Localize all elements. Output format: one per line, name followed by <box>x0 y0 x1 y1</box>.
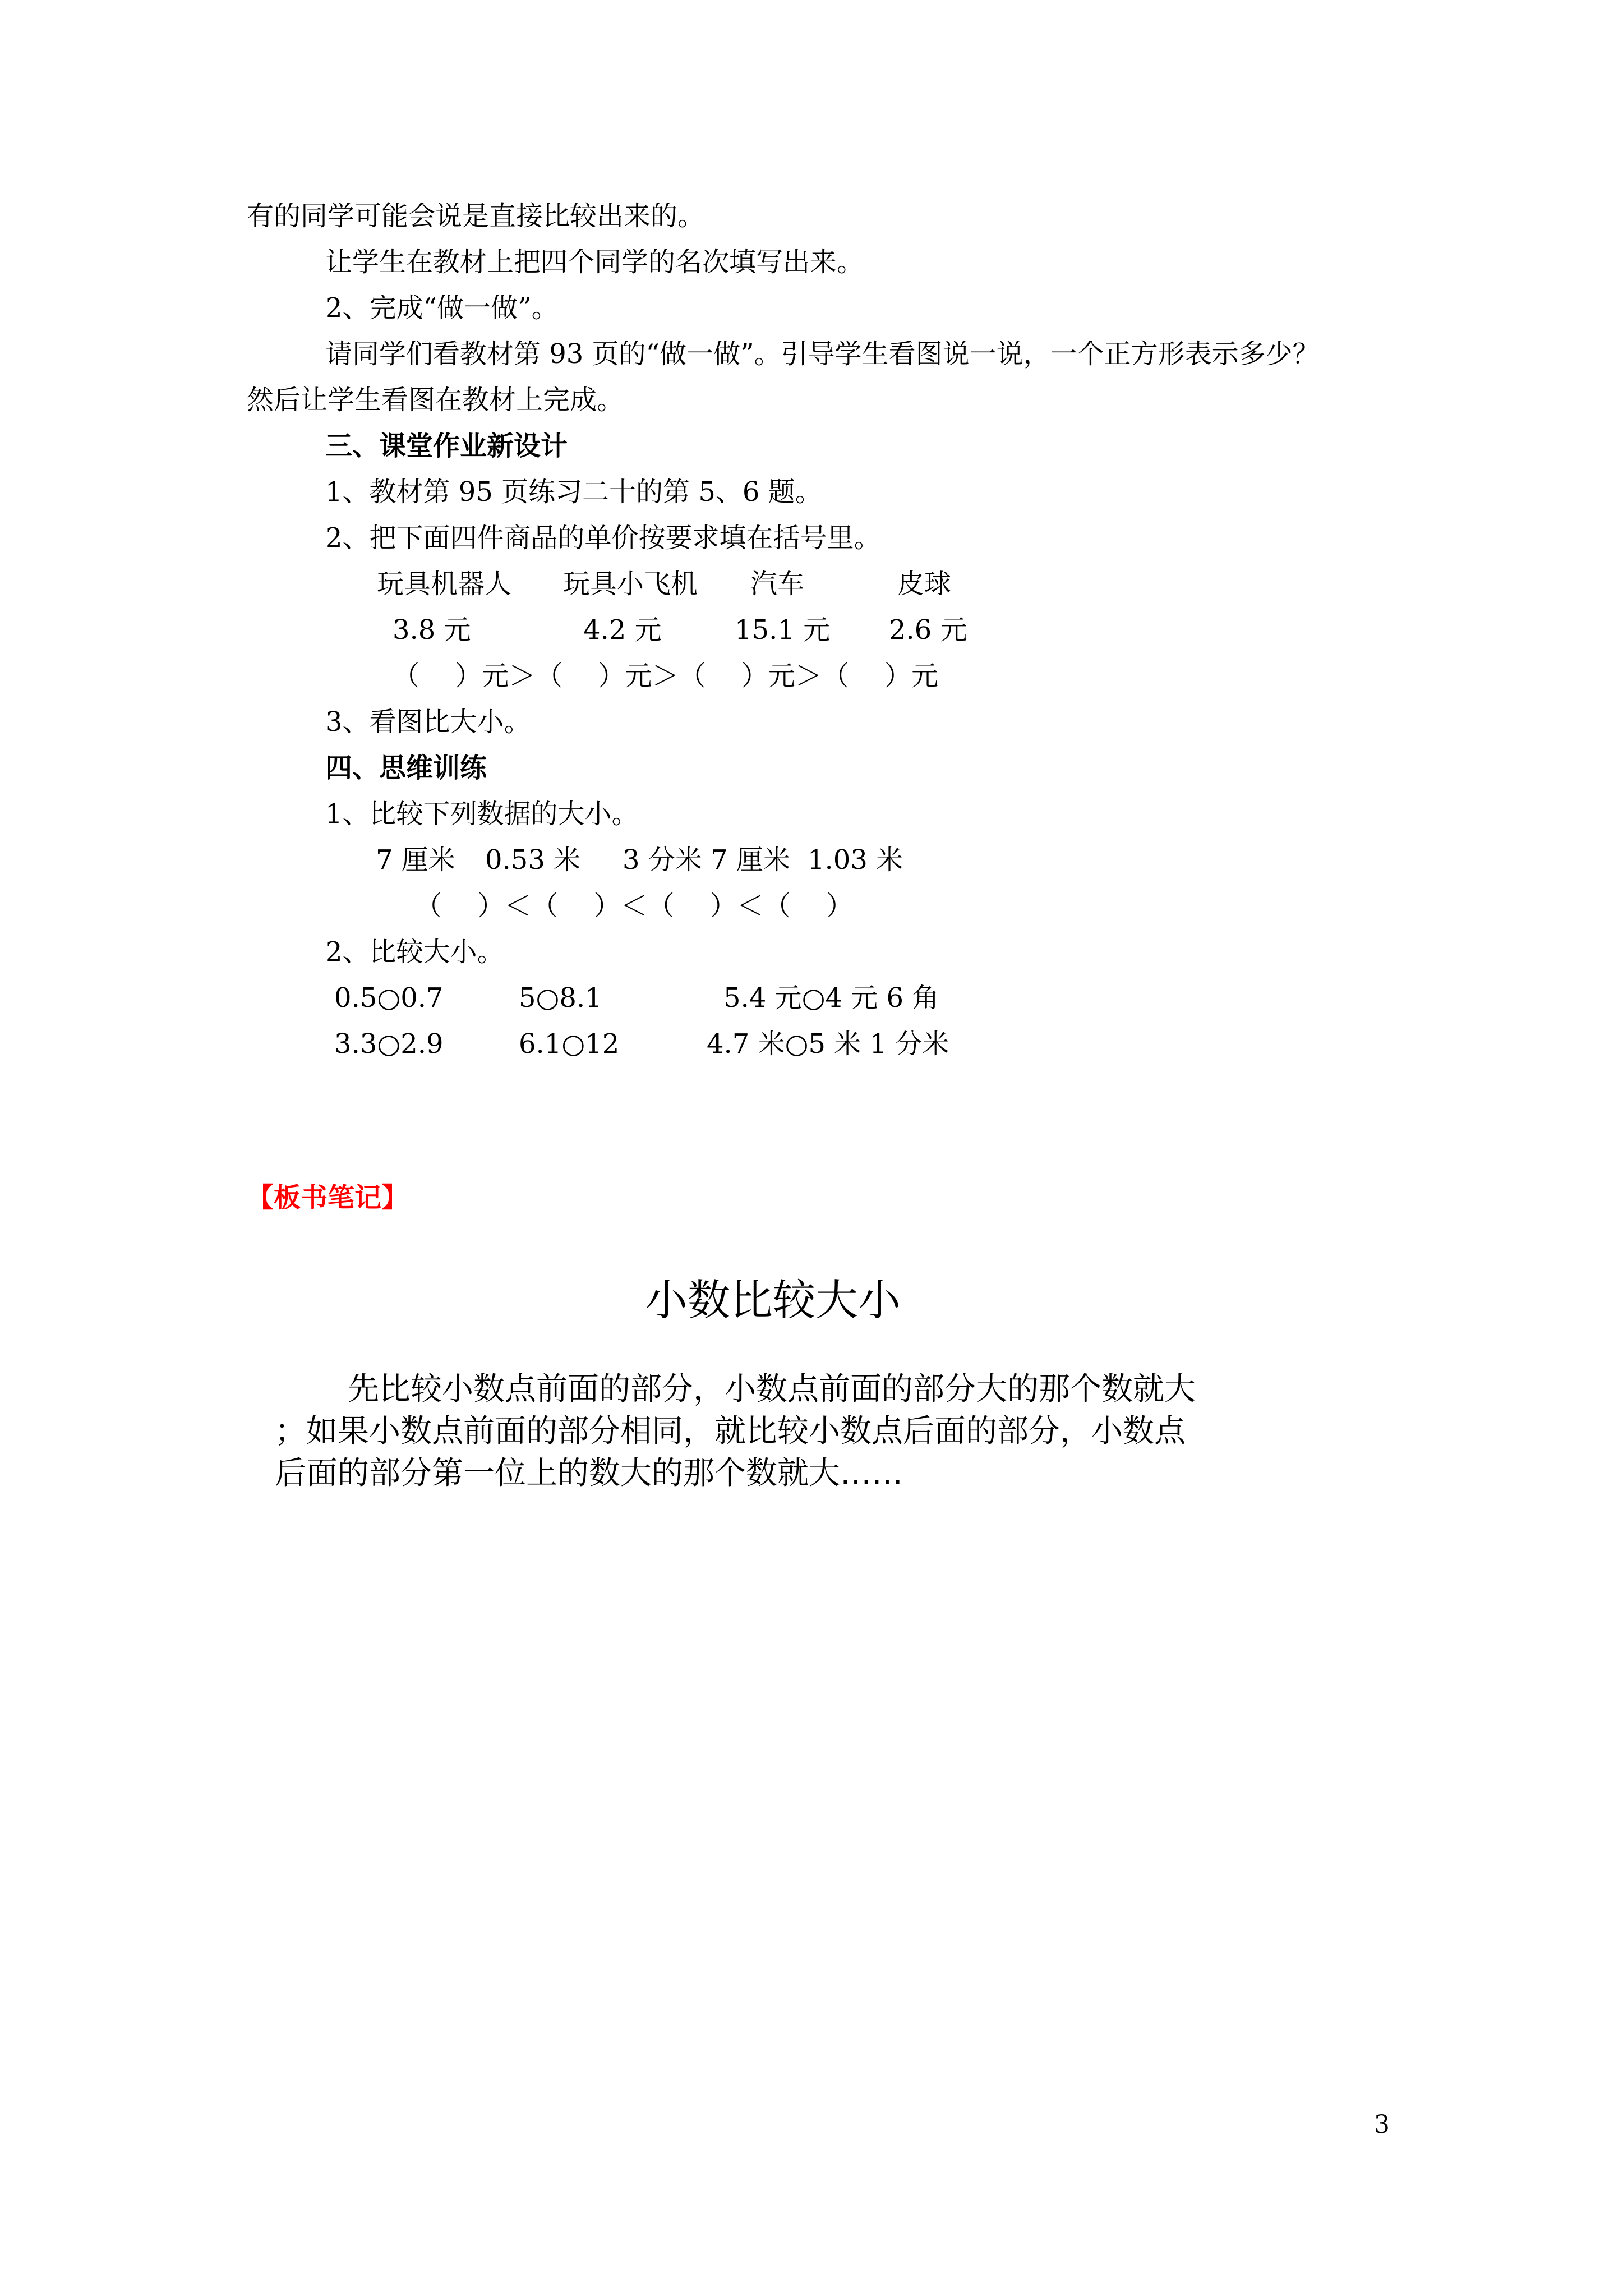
paragraph: 1、比较下列数据的大小。 <box>325 798 639 830</box>
compare-item: 3.3○2.9 <box>334 1028 444 1060</box>
paragraph: 3、看图比大小。 <box>325 706 531 738</box>
length-value: 7 厘米 <box>376 844 455 876</box>
goods-name: 汽车 <box>750 568 805 600</box>
board-text-line: 后面的部分第一位上的数大的那个数就大…… <box>275 1455 903 1492</box>
length-order-blanks: （ ）＜（ ）＜（ ）＜（ ） <box>415 890 854 922</box>
price-order-blanks: （ ）元＞（ ）元＞（ ）元＞（ ）元 <box>393 660 939 692</box>
paragraph: 2、完成“做一做”。 <box>325 292 559 324</box>
length-value: 1.03 米 <box>808 844 903 876</box>
length-value: 3 分米 7 厘米 <box>623 844 790 876</box>
compare-item: 0.5○0.7 <box>334 982 444 1014</box>
goods-name: 玩具机器人 <box>377 568 512 600</box>
board-notes-image <box>264 1273 1363 1537</box>
length-value: 0.53 米 <box>485 844 581 876</box>
goods-price: 4.2 元 <box>583 614 662 646</box>
goods-price: 3.8 元 <box>393 614 471 646</box>
goods-name: 玩具小飞机 <box>563 568 698 600</box>
goods-price: 15.1 元 <box>735 614 831 646</box>
board-text-line: 先比较小数点前面的部分，小数点前面的部分大的那个数就大 <box>348 1371 1196 1407</box>
paragraph: 2、比较大小。 <box>325 936 504 968</box>
page-number: 3 <box>1374 2110 1390 2139</box>
board-notes-heading: 【板书笔记】 <box>247 1182 409 1213</box>
compare-item: 5.4 元○4 元 6 角 <box>723 982 939 1014</box>
section-heading: 三、课堂作业新设计 <box>325 430 568 462</box>
board-text-line: ；如果小数点前面的部分相同，就比较小数点后面的部分，小数点 <box>275 1413 1186 1450</box>
compare-item: 5○8.1 <box>519 982 602 1014</box>
paragraph: 2、把下面四件商品的单价按要求填在括号里。 <box>325 522 881 554</box>
paragraph: 让学生在教材上把四个同学的名次填写出来。 <box>325 246 864 278</box>
paragraph: 然后让学生看图在教材上完成。 <box>247 384 624 416</box>
compare-item: 4.7 米○5 米 1 分米 <box>707 1028 949 1060</box>
section-heading: 四、思维训练 <box>325 752 487 784</box>
paragraph: 有的同学可能会说是直接比较出来的。 <box>247 200 705 232</box>
board-title: 小数比较大小 <box>645 1275 901 1325</box>
goods-name: 皮球 <box>897 568 952 600</box>
compare-item: 6.1○12 <box>519 1028 620 1060</box>
goods-price: 2.6 元 <box>889 614 967 646</box>
paragraph: 请同学们看教材第 93 页的“做一做”。引导学生看图说一说，一个正方形表示多少？ <box>325 338 1320 370</box>
paragraph: 1、教材第 95 页练习二十的第 5、6 题。 <box>325 476 822 508</box>
